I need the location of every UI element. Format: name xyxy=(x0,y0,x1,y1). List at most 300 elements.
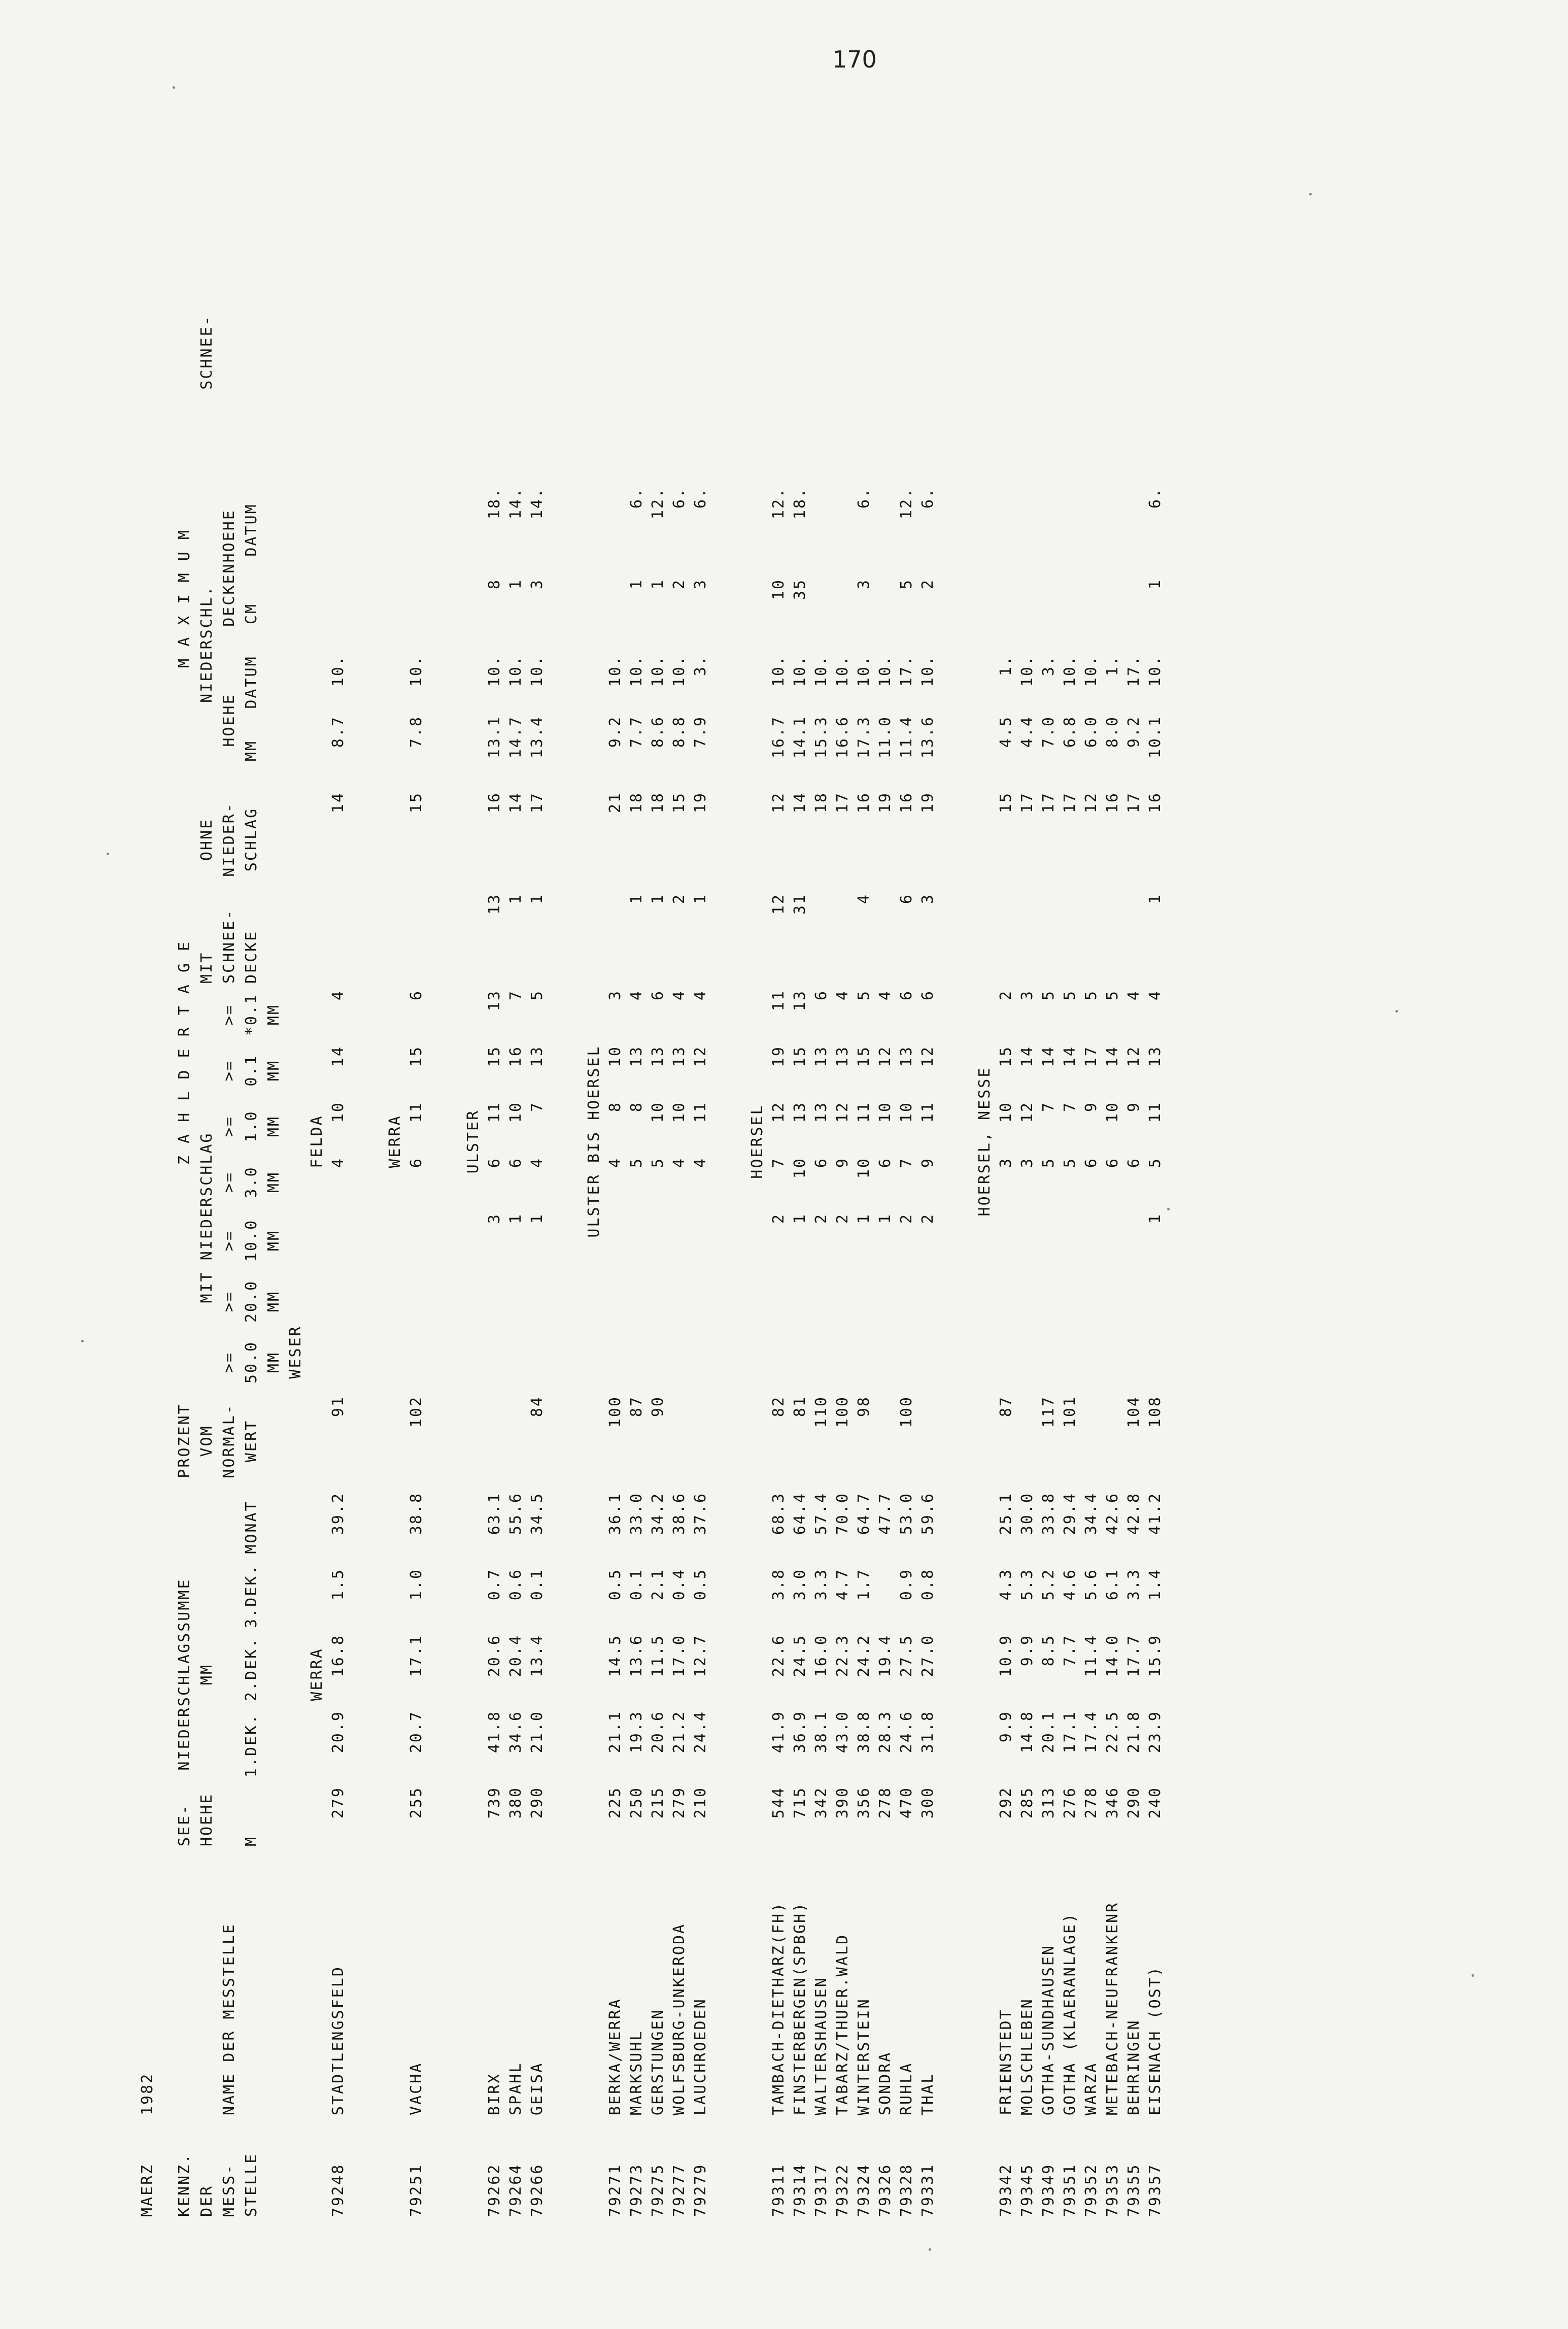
cell-monat: 39.2 xyxy=(329,1492,347,1535)
cell-t3: 7 xyxy=(898,1157,915,1168)
cell-t1: 9 xyxy=(1125,1101,1143,1112)
thr-10: 10.0 xyxy=(243,1219,260,1262)
cell-ts01: 5 xyxy=(1082,990,1100,1001)
cell-sh_dat: 6. xyxy=(670,487,688,509)
cell-d2: 13.6 xyxy=(628,1634,645,1677)
cell-t50 xyxy=(328,1332,349,1393)
col-zahl-title: Z A H L D E R T A G E xyxy=(176,940,193,1165)
cell-ohne: 16 xyxy=(898,792,915,814)
cell-monat: 38.6 xyxy=(670,1492,688,1535)
ge-3: >= xyxy=(220,1171,238,1193)
cell-mit xyxy=(875,890,896,987)
cell-t10: 2 xyxy=(834,1213,851,1224)
cell-id: 79352 xyxy=(1082,2163,1100,2217)
cell-t20 xyxy=(605,1271,626,1332)
cell-t3: 7 xyxy=(770,1157,788,1168)
cell-d2: 16.0 xyxy=(812,1634,830,1677)
cell-t01: 13 xyxy=(812,1045,830,1067)
col-sh-datum: DATUM xyxy=(243,503,260,557)
cell-ohne: 18 xyxy=(649,792,667,814)
cell-proz: 100 xyxy=(898,1396,915,1428)
cell-t1: 10 xyxy=(876,1101,894,1123)
cell-mit: 1 xyxy=(628,893,645,904)
section-gap xyxy=(939,129,974,2220)
cell-mx_mm: 8.8 xyxy=(670,716,688,748)
cell-ts01: 4 xyxy=(876,990,894,1001)
cell-monat: 34.2 xyxy=(649,1492,667,1535)
table-row xyxy=(527,129,548,2220)
scan-speck xyxy=(1395,1010,1398,1012)
cell-sh_cm: 3 xyxy=(692,579,709,590)
cell-d1: 21.2 xyxy=(670,1710,688,1753)
cell-t1: 10 xyxy=(329,1101,347,1123)
cell-t1: 11 xyxy=(692,1101,709,1123)
cell-ohne: 15 xyxy=(997,792,1015,814)
cell-sh_dat xyxy=(1017,484,1038,576)
cell-monat: 33.0 xyxy=(628,1492,645,1535)
cell-ts01: 13 xyxy=(791,990,809,1011)
cell-hoehe: 250 xyxy=(628,1786,645,1819)
cell-sh_dat xyxy=(328,484,349,576)
cell-t1: 10 xyxy=(670,1101,688,1123)
cell-d1: 22.5 xyxy=(1104,1710,1121,1753)
table-row xyxy=(1145,129,1166,2220)
col-see-1: SEE- xyxy=(176,1803,193,1846)
cell-mit xyxy=(1102,890,1123,987)
cell-t20 xyxy=(484,1271,505,1332)
scan-speck xyxy=(107,853,109,855)
cell-t10: 2 xyxy=(898,1213,915,1224)
cell-ts01: 5 xyxy=(1040,990,1058,1001)
cell-mx_dat: 10. xyxy=(486,655,503,687)
month-label: MAERZ xyxy=(139,2163,156,2217)
col-sh-cm: CM xyxy=(243,602,260,625)
cell-name: VACHA xyxy=(407,2062,425,2115)
cell-t20 xyxy=(790,1271,811,1332)
cell-t10 xyxy=(328,1210,349,1271)
cell-t3: 9 xyxy=(919,1157,937,1168)
cell-mit: 13 xyxy=(486,893,503,915)
cell-ohne: 16 xyxy=(1104,792,1121,814)
cell-t3: 6 xyxy=(407,1157,425,1168)
cell-proz: 91 xyxy=(329,1396,347,1417)
cell-d3: 4.6 xyxy=(1061,1568,1079,1601)
cell-name: WOLFSBURG-UNKERODA xyxy=(670,1922,688,2115)
table-row xyxy=(690,129,711,2220)
cell-t20 xyxy=(1123,1271,1145,1332)
cell-t20 xyxy=(328,1271,349,1332)
cell-t01: 13 xyxy=(628,1045,645,1067)
cell-monat: 68.3 xyxy=(770,1492,788,1535)
cell-d1: 41.8 xyxy=(486,1710,503,1753)
cell-t01: 10 xyxy=(606,1045,624,1067)
cell-ts01: 3 xyxy=(1018,990,1036,1001)
cell-d3: 0.1 xyxy=(528,1568,546,1601)
cell-mx_mm: 7.8 xyxy=(407,716,425,748)
cell-hoehe: 279 xyxy=(670,1786,688,1819)
cell-d1: 41.9 xyxy=(770,1710,788,1753)
unit-20: MM xyxy=(265,1290,283,1312)
cell-hoehe: 290 xyxy=(1125,1786,1143,1819)
col-max-sh-1: SCHNEE- xyxy=(198,315,216,390)
col-monat: MONAT xyxy=(243,1500,260,1554)
thr-3: 3.0 xyxy=(243,1166,260,1198)
cell-sh_cm: 3 xyxy=(528,579,546,590)
section-header-row xyxy=(306,129,328,2220)
cell-name: THAL xyxy=(919,2072,937,2115)
river-label xyxy=(974,1565,996,1783)
cell-d2: 14.0 xyxy=(1104,1634,1121,1677)
cell-sh_cm: 1 xyxy=(507,579,525,590)
cell-sh_cm: 5 xyxy=(898,579,915,590)
cell-t01: 14 xyxy=(1104,1045,1121,1067)
cell-ohne: 17 xyxy=(1018,792,1036,814)
cell-t3: 4 xyxy=(692,1157,709,1168)
cell-mx_dat: 17. xyxy=(898,655,915,687)
cell-t3: 5 xyxy=(1061,1157,1079,1168)
cell-t20 xyxy=(1145,1271,1166,1332)
cell-d3: 0.1 xyxy=(628,1568,645,1601)
unit-3: MM xyxy=(265,1171,283,1193)
cell-t20 xyxy=(996,1271,1017,1332)
table-row xyxy=(1017,129,1038,2220)
cell-mit xyxy=(1123,890,1145,987)
cell-t01: 15 xyxy=(407,1045,425,1067)
cell-t3: 6 xyxy=(812,1157,830,1168)
cell-proz: 110 xyxy=(812,1396,830,1428)
table-row xyxy=(896,129,917,2220)
cell-d1: 28.3 xyxy=(876,1710,894,1753)
section-label: ULSTER BIS HOERSEL xyxy=(585,1045,603,1238)
cell-ts01: 2 xyxy=(997,990,1015,1001)
cell-proz xyxy=(1102,1393,1123,1489)
cell-ts01: 4 xyxy=(1125,990,1143,1001)
cell-t1: 10 xyxy=(1104,1101,1121,1123)
cell-mx_mm: 6.0 xyxy=(1082,716,1100,748)
cell-d1: 9.9 xyxy=(997,1710,1015,1743)
cell-mx_dat: 10. xyxy=(606,655,624,687)
cell-mx_dat: 1. xyxy=(997,655,1015,677)
section-label: HOERSEL xyxy=(748,1104,766,1179)
cell-mx_dat: 3. xyxy=(692,655,709,677)
cell-t1: 7 xyxy=(1061,1101,1079,1112)
cell-d1: 21.8 xyxy=(1125,1710,1143,1753)
cell-d2: 17.0 xyxy=(670,1634,688,1677)
cell-ts01: 6 xyxy=(898,990,915,1001)
cell-proz: 82 xyxy=(770,1396,788,1417)
cell-mx_mm: 6.8 xyxy=(1061,716,1079,748)
cell-ts01: 4 xyxy=(628,990,645,1001)
cell-t3: 10 xyxy=(791,1157,809,1179)
cell-d3: 4.7 xyxy=(834,1568,851,1601)
cell-d2: 22.3 xyxy=(834,1634,851,1677)
cell-mit: 12 xyxy=(770,893,788,915)
cell-t01: 14 xyxy=(329,1045,347,1067)
cell-t1: 11 xyxy=(855,1101,873,1123)
cell-t50 xyxy=(896,1332,917,1393)
cell-monat: 47.7 xyxy=(876,1492,894,1535)
table-row xyxy=(811,129,832,2220)
cell-hoehe: 210 xyxy=(692,1786,709,1819)
section-header-row xyxy=(974,129,996,2220)
cell-sh_cm xyxy=(875,576,896,652)
cell-mx_mm: 13.6 xyxy=(919,716,937,759)
cell-mit xyxy=(1038,890,1060,987)
col-max-ns-2: HOEHE xyxy=(220,693,238,747)
cell-t1: 10 xyxy=(898,1101,915,1123)
cell-name: TABARZ/THUER.WALD xyxy=(834,1933,851,2115)
cell-t1: 9 xyxy=(1082,1101,1100,1112)
cell-sh_cm: 2 xyxy=(670,579,688,590)
cell-name: EISENACH (OST) xyxy=(1146,1966,1164,2115)
cell-id: 79345 xyxy=(1018,2163,1036,2217)
cell-ohne: 21 xyxy=(606,792,624,814)
cell-t20 xyxy=(669,1271,690,1332)
cell-ohne: 15 xyxy=(407,792,425,814)
cell-proz: 101 xyxy=(1061,1396,1079,1428)
cell-t10 xyxy=(1038,1210,1060,1271)
cell-ts01: 6 xyxy=(649,990,667,1001)
cell-t3: 5 xyxy=(628,1157,645,1168)
cell-hoehe: 278 xyxy=(1082,1786,1100,1819)
cell-name: SPAHL xyxy=(507,2062,525,2115)
cell-t20 xyxy=(854,1271,875,1332)
cell-t50 xyxy=(527,1332,548,1393)
cell-monat: 25.1 xyxy=(997,1492,1015,1535)
cell-t20 xyxy=(406,1271,427,1332)
cell-t3: 4 xyxy=(329,1157,347,1168)
cell-ts01: 11 xyxy=(770,990,788,1011)
cell-hoehe: 240 xyxy=(1146,1786,1164,1819)
cell-mit: 6 xyxy=(898,893,915,904)
cell-monat: 36.1 xyxy=(606,1492,624,1535)
cell-mit xyxy=(811,890,832,987)
cell-t50 xyxy=(406,1332,427,1393)
cell-t3: 4 xyxy=(670,1157,688,1168)
cell-hoehe: 346 xyxy=(1104,1786,1121,1819)
cell-t1: 11 xyxy=(486,1101,503,1123)
cell-sh_dat: 6. xyxy=(1146,487,1164,509)
cell-sh_cm: 1 xyxy=(649,579,667,590)
cell-monat: 42.6 xyxy=(1104,1492,1121,1535)
cell-d3: 5.2 xyxy=(1040,1568,1058,1601)
cell-mit: 1 xyxy=(649,893,667,904)
cell-d2: 8.5 xyxy=(1040,1634,1058,1667)
section-gap xyxy=(548,129,584,2220)
cell-id: 79266 xyxy=(528,2163,546,2217)
cell-d2: 11.5 xyxy=(649,1634,667,1677)
cell-t20 xyxy=(1081,1271,1102,1332)
cell-ts01: 5 xyxy=(1061,990,1079,1001)
cell-sh_dat: 14. xyxy=(507,487,525,520)
cell-name: GERSTUNGEN xyxy=(649,2008,667,2115)
table-row xyxy=(406,129,427,2220)
cell-t01: 13 xyxy=(1146,1045,1164,1067)
cell-d2: 20.4 xyxy=(507,1634,525,1677)
cell-ohne: 15 xyxy=(670,792,688,814)
cell-monat: 37.6 xyxy=(692,1492,709,1535)
cell-monat: 53.0 xyxy=(898,1492,915,1535)
cell-d3: 1.0 xyxy=(407,1568,425,1601)
cell-d3: 0.8 xyxy=(919,1568,937,1601)
cell-t10 xyxy=(406,1210,427,1271)
cell-ts01: 5 xyxy=(1104,990,1121,1001)
cell-sh_dat xyxy=(605,484,626,576)
cell-ohne: 19 xyxy=(876,792,894,814)
cell-ohne: 19 xyxy=(692,792,709,814)
cell-t20 xyxy=(1060,1271,1081,1332)
cell-mx_mm: 8.6 xyxy=(649,716,667,748)
cell-mx_dat: 10. xyxy=(528,655,546,687)
col-dek1: 1.DEK. xyxy=(243,1713,260,1778)
section-label: HOERSEL, NESSE xyxy=(976,1066,994,1217)
col-mit-1: MIT xyxy=(198,951,216,984)
cell-mit: 31 xyxy=(791,893,809,915)
scan-speck xyxy=(81,1340,84,1342)
cell-d1: 38.8 xyxy=(855,1710,873,1753)
cell-t1: 10 xyxy=(507,1101,525,1123)
cell-mx_dat: 10. xyxy=(876,655,894,687)
page-number: 170 xyxy=(832,46,877,73)
cell-sh_dat xyxy=(1081,484,1102,576)
col-proz-3: NORMAL- xyxy=(220,1403,238,1478)
cell-t1: 11 xyxy=(1146,1101,1164,1123)
cell-t10 xyxy=(605,1210,626,1271)
cell-proz xyxy=(1081,1393,1102,1489)
cell-t1: 8 xyxy=(628,1101,645,1112)
cell-d1: 24.6 xyxy=(898,1710,915,1753)
cell-ohne: 17 xyxy=(1125,792,1143,814)
cell-mit xyxy=(1081,890,1102,987)
cell-t20 xyxy=(896,1271,917,1332)
cell-ohne: 14 xyxy=(507,792,525,814)
cell-sh_dat xyxy=(1038,484,1060,576)
cell-proz xyxy=(1017,1393,1038,1489)
cell-proz: 117 xyxy=(1040,1396,1058,1428)
cell-d1: 20.6 xyxy=(649,1710,667,1753)
cell-mx_mm: 11.4 xyxy=(898,716,915,759)
cell-mx_mm: 11.0 xyxy=(876,716,894,759)
table-row xyxy=(996,129,1017,2220)
cell-monat: 29.4 xyxy=(1061,1492,1079,1535)
section-header-row xyxy=(463,129,484,2220)
cell-hoehe: 739 xyxy=(486,1786,503,1819)
cell-id: 79322 xyxy=(834,2163,851,2217)
header-row-1 xyxy=(174,129,196,2220)
cell-d3: 5.3 xyxy=(1018,1568,1036,1601)
cell-id: 79342 xyxy=(997,2163,1015,2217)
unit-s01: MM xyxy=(265,1003,283,1026)
cell-name: GOTHA (KLAERANLAGE) xyxy=(1061,1912,1079,2115)
cell-hoehe: 380 xyxy=(507,1786,525,1819)
cell-t01: 17 xyxy=(1082,1045,1100,1067)
cell-sh_dat: 14. xyxy=(528,487,546,520)
cell-hoehe: 255 xyxy=(407,1786,425,1819)
col-proz-1: PROZENT xyxy=(176,1403,193,1478)
cell-d2: 7.7 xyxy=(1061,1634,1079,1667)
cell-monat: 70.0 xyxy=(834,1492,851,1535)
table-row xyxy=(1102,129,1123,2220)
cell-t50 xyxy=(917,1332,939,1393)
cell-t10 xyxy=(669,1210,690,1271)
unit-1: MM xyxy=(265,1115,283,1137)
cell-sh_cm: 1 xyxy=(1146,579,1164,590)
cell-id: 79311 xyxy=(770,2163,788,2217)
cell-d3: 0.6 xyxy=(507,1568,525,1601)
cell-t3: 6 xyxy=(1104,1157,1121,1168)
cell-d3: 0.7 xyxy=(486,1568,503,1601)
cell-ts01: 6 xyxy=(812,990,830,1001)
cell-mit xyxy=(1017,890,1038,987)
cell-id: 79262 xyxy=(486,2163,503,2217)
cell-t20 xyxy=(505,1271,527,1332)
cell-hoehe: 276 xyxy=(1061,1786,1079,1819)
cell-t01: 12 xyxy=(919,1045,937,1067)
cell-d3 xyxy=(875,1565,896,1631)
cell-t10 xyxy=(690,1210,711,1271)
cell-hoehe: 715 xyxy=(791,1786,809,1819)
cell-proz: 108 xyxy=(1146,1396,1164,1428)
cell-t50 xyxy=(1102,1332,1123,1393)
cell-mit xyxy=(832,890,854,987)
cell-d1: 20.9 xyxy=(329,1710,347,1753)
cell-sh_dat: 18. xyxy=(791,487,809,520)
cell-d1: 17.4 xyxy=(1082,1710,1100,1753)
ge-50: >= xyxy=(220,1351,238,1373)
cell-d3: 6.1 xyxy=(1104,1568,1121,1601)
table-row xyxy=(854,129,875,2220)
cell-d1: 21.0 xyxy=(528,1710,546,1753)
year-label: 1982 xyxy=(139,2072,156,2115)
col-dek3: 3.DEK. xyxy=(243,1564,260,1628)
cell-t01: 12 xyxy=(1125,1045,1143,1067)
col-max-title: M A X I M U M xyxy=(176,529,193,668)
cell-t50 xyxy=(790,1332,811,1393)
cell-sh_dat xyxy=(832,484,854,576)
cell-name: MARKSUHL xyxy=(628,2030,645,2115)
cell-t20 xyxy=(875,1271,896,1332)
cell-t1: 11 xyxy=(919,1101,937,1123)
cell-t50 xyxy=(854,1332,875,1393)
cell-t20 xyxy=(626,1271,647,1332)
section-gap xyxy=(427,129,463,2220)
col-name: NAME DER MESSTELLE xyxy=(220,1922,238,2115)
cell-monat: 34.4 xyxy=(1082,1492,1100,1535)
cell-t10 xyxy=(1123,1210,1145,1271)
cell-t10: 3 xyxy=(486,1213,503,1224)
cell-t01: 16 xyxy=(507,1045,525,1067)
cell-proz: 87 xyxy=(997,1396,1015,1417)
cell-ohne: 16 xyxy=(855,792,873,814)
col-ns-unit: MM xyxy=(198,1663,216,1685)
cell-t20 xyxy=(832,1271,854,1332)
cell-monat: 42.8 xyxy=(1125,1492,1143,1535)
cell-ts01: 5 xyxy=(855,990,873,1001)
cell-t10: 1 xyxy=(791,1213,809,1224)
cell-t20 xyxy=(1102,1271,1123,1332)
cell-mit: 3 xyxy=(919,893,937,904)
cell-t01: 13 xyxy=(834,1045,851,1067)
cell-mx_dat: 10. xyxy=(670,655,688,687)
cell-t50 xyxy=(1060,1332,1081,1393)
cell-t20 xyxy=(811,1271,832,1332)
thr-s01: *0.1 xyxy=(243,993,260,1036)
cell-t10: 1 xyxy=(528,1213,546,1224)
cell-t01: 15 xyxy=(486,1045,503,1067)
cell-t1: 10 xyxy=(997,1101,1015,1123)
cell-t50 xyxy=(626,1332,647,1393)
cell-t01: 12 xyxy=(692,1045,709,1067)
